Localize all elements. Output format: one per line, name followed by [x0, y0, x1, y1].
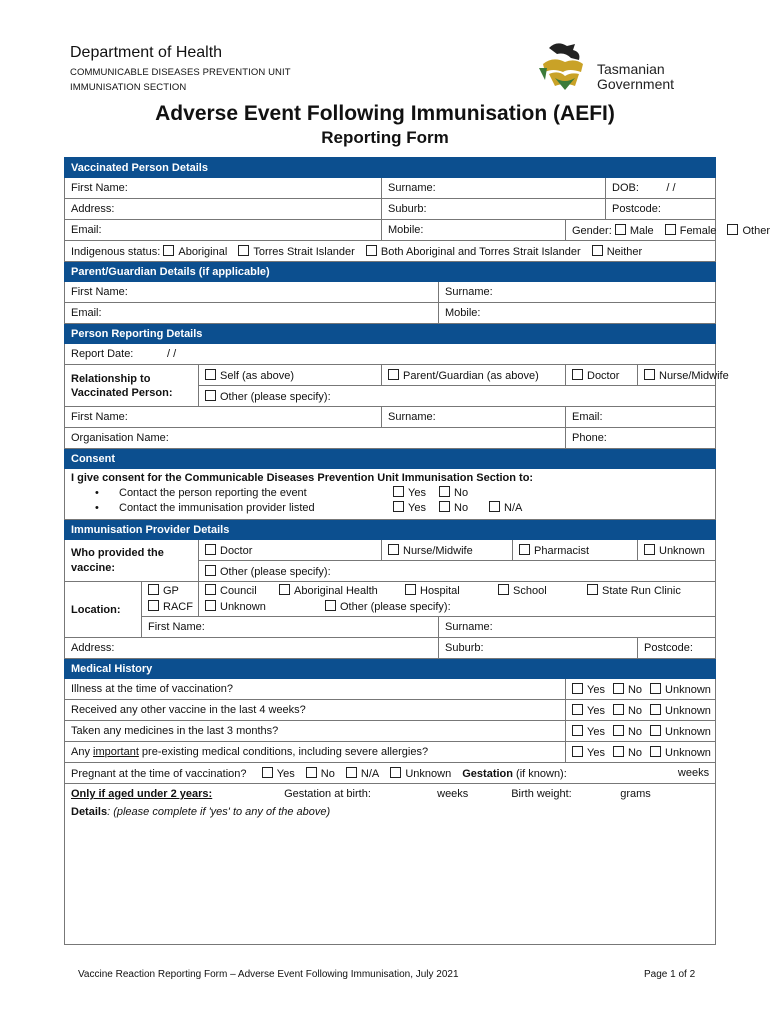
who-unknown-checkbox[interactable]	[644, 544, 655, 555]
who-unknown-option[interactable]: Unknown	[638, 540, 716, 561]
consent1-no-checkbox[interactable]	[439, 486, 450, 497]
consent-statement: I give consent for the Communicable Diseases Prevention Unit Immunisation Section to:	[71, 472, 534, 484]
loc-aboriginal-health-checkbox[interactable]	[279, 584, 290, 595]
pregnant-no-checkbox[interactable]	[306, 767, 317, 778]
q2-yes-checkbox[interactable]	[572, 704, 583, 715]
pg-mobile-field[interactable]: Mobile:	[439, 303, 716, 324]
vp-first-name-field[interactable]: First Name:	[65, 178, 382, 199]
loc-unknown-checkbox[interactable]	[205, 600, 216, 611]
q2-no-checkbox[interactable]	[613, 704, 624, 715]
consent2-na-checkbox[interactable]	[489, 501, 500, 512]
mh-pregnant-row: Pregnant at the time of vaccination? Yes No N/A Unknown Gestation (if known): weeks	[65, 763, 716, 784]
indigenous-both-checkbox[interactable]	[366, 245, 377, 256]
location-label: Location:	[65, 582, 142, 638]
vp-address-field[interactable]: Address:	[65, 199, 382, 220]
aefi-form	[64, 157, 770, 945]
who-pharmacist-checkbox[interactable]	[519, 544, 530, 555]
q3-yes-checkbox[interactable]	[572, 725, 583, 736]
consent-block	[65, 469, 716, 520]
section-name: IMMUNISATION SECTION	[70, 82, 187, 93]
rel-parent-checkbox[interactable]	[388, 369, 399, 380]
mh-q2-options: Yes No Unknown	[566, 700, 716, 721]
loc-racf-checkbox[interactable]	[148, 600, 159, 611]
ip-postcode-field[interactable]: Postcode:	[638, 638, 716, 659]
rel-parent-option[interactable]: Parent/Guardian (as above)	[382, 365, 566, 386]
q4-yes-checkbox[interactable]	[572, 746, 583, 757]
mh-q3-options: Yes No Unknown	[566, 721, 716, 742]
rel-doctor-checkbox[interactable]	[572, 369, 583, 380]
footer-page-number: Page 1 of 2	[644, 969, 696, 980]
section-medical: Medical History	[65, 659, 716, 679]
rp-first-name-field[interactable]: First Name:	[65, 407, 382, 428]
rel-nurse-option[interactable]: Nurse/Midwife	[638, 365, 716, 386]
pregnant-yes-checkbox[interactable]	[262, 767, 273, 778]
q1-no-checkbox[interactable]	[613, 683, 624, 694]
mh-q1-options: Yes No Unknown	[566, 679, 716, 700]
who-doctor-checkbox[interactable]	[205, 544, 216, 555]
who-nurse-checkbox[interactable]	[388, 544, 399, 555]
vp-gender-group: Gender: Male Female Other	[566, 220, 716, 241]
tasmanian-tiger-icon	[535, 38, 595, 98]
loc-other-checkbox[interactable]	[325, 600, 336, 611]
vp-mobile-field[interactable]: Mobile:	[382, 220, 566, 241]
vp-suburb-field[interactable]: Suburb:	[382, 199, 606, 220]
gender-male-checkbox[interactable]	[615, 224, 626, 235]
mh-under2-row: Only if aged under 2 years: Gestation at birth: weeks Birth weight: grams	[65, 784, 716, 805]
q4-no-checkbox[interactable]	[613, 746, 624, 757]
mh-q1-label: Illness at the time of vaccination?	[65, 679, 566, 700]
gender-female-checkbox[interactable]	[665, 224, 676, 235]
who-nurse-option[interactable]: Nurse/Midwife	[382, 540, 513, 561]
footer-form-name: Vaccine Reaction Reporting Form – Adverse Event Following Immunisation, July 2021	[78, 969, 459, 980]
consent1-yes-checkbox[interactable]	[393, 486, 404, 497]
section-reporter: Person Reporting Details	[65, 324, 716, 344]
ip-surname-field[interactable]: Surname:	[439, 617, 716, 638]
gender-other-checkbox[interactable]	[727, 224, 738, 235]
form-subtitle: Reporting Form	[321, 128, 449, 147]
consent-item-1: • Contact the person reporting the event Yes No	[95, 487, 469, 499]
rel-doctor-option[interactable]: Doctor	[566, 365, 638, 386]
loc-council-checkbox[interactable]	[205, 584, 216, 595]
loc-gp-checkbox[interactable]	[148, 584, 159, 595]
rel-other-checkbox[interactable]	[205, 390, 216, 401]
tasmanian-government-logo	[535, 38, 695, 98]
mh-q4-label: Any important pre-existing medical conditions, including severe allergies?	[65, 742, 566, 763]
consent2-yes-checkbox[interactable]	[393, 501, 404, 512]
rel-nurse-checkbox[interactable]	[644, 369, 655, 380]
details-textarea[interactable]: Details: (please complete if 'yes' to any of the above)	[65, 804, 716, 945]
vp-dob-field[interactable]: DOB: / /	[606, 178, 716, 199]
form-title: Adverse Event Following Immunisation (AEFI)	[155, 102, 615, 125]
q1-unknown-checkbox[interactable]	[650, 683, 661, 694]
loc-gp-racf-group: GP RACF	[142, 582, 199, 617]
vp-email-field[interactable]: Email:	[65, 220, 382, 241]
vp-surname-field[interactable]: Surname:	[382, 178, 606, 199]
who-provided-label: Who provided the vaccine:	[65, 540, 199, 582]
pg-email-field[interactable]: Email:	[65, 303, 439, 324]
vp-postcode-field[interactable]: Postcode:	[606, 199, 716, 220]
rel-self-checkbox[interactable]	[205, 369, 216, 380]
q1-yes-checkbox[interactable]	[572, 683, 583, 694]
q2-unknown-checkbox[interactable]	[650, 704, 661, 715]
section-provider: Immunisation Provider Details	[65, 520, 716, 540]
rel-other-option[interactable]: Other (please specify):	[199, 386, 716, 407]
pg-surname-field[interactable]: Surname:	[439, 282, 716, 303]
rp-surname-field[interactable]: Surname:	[382, 407, 566, 428]
rp-phone-field[interactable]: Phone:	[566, 428, 716, 449]
who-pharmacist-option[interactable]: Pharmacist	[513, 540, 638, 561]
consent2-no-checkbox[interactable]	[439, 501, 450, 512]
ip-first-name-field[interactable]: First Name:	[142, 617, 439, 638]
vp-indigenous-group: Indigenous status: Aboriginal Torres Strait Islander Both Aboriginal and Torres Strait Islander Neither	[65, 241, 716, 262]
department-name: Department of Health	[70, 44, 223, 61]
rp-email-field[interactable]: Email:	[566, 407, 716, 428]
loc-school-checkbox[interactable]	[498, 584, 509, 595]
q4-unknown-checkbox[interactable]	[650, 746, 661, 757]
relationship-label: Relationship to Vaccinated Person:	[65, 365, 199, 407]
pg-first-name-field[interactable]: First Name:	[65, 282, 439, 303]
unit-name: COMMUNICABLE DISEASES PREVENTION UNIT	[70, 67, 291, 78]
loc-options-group: Council Aboriginal Health Hospital School State Run Clinic Unknown Other (please specify):	[199, 582, 716, 617]
indigenous-neither-checkbox[interactable]	[592, 245, 603, 256]
who-other-option[interactable]: Other (please specify):	[199, 561, 716, 582]
pregnant-na-checkbox[interactable]	[346, 767, 357, 778]
who-other-checkbox[interactable]	[205, 565, 216, 576]
loc-hospital-checkbox[interactable]	[405, 584, 416, 595]
logo-line1: Tasmanian	[597, 61, 665, 77]
section-vaccinated: Vaccinated Person Details	[65, 158, 716, 178]
q3-no-checkbox[interactable]	[613, 725, 624, 736]
logo-line2: Government	[597, 76, 675, 92]
mh-q2-label: Received any other vaccine in the last 4 weeks?	[65, 700, 566, 721]
ip-address-field[interactable]: Address:	[65, 638, 439, 659]
mh-q4-options: Yes No Unknown	[566, 742, 716, 763]
rp-org-field[interactable]: Organisation Name:	[65, 428, 566, 449]
pregnant-unknown-checkbox[interactable]	[390, 767, 401, 778]
rel-self-option[interactable]: Self (as above)	[199, 365, 382, 386]
ip-suburb-field[interactable]: Suburb:	[439, 638, 638, 659]
q3-unknown-checkbox[interactable]	[650, 725, 661, 736]
consent-item-2: • Contact the immunisation provider listed Yes No N/A	[95, 502, 523, 514]
loc-state-clinic-checkbox[interactable]	[587, 584, 598, 595]
mh-q3-label: Taken any medicines in the last 3 months?	[65, 721, 566, 742]
section-consent: Consent	[65, 449, 716, 469]
indigenous-aboriginal-checkbox[interactable]	[163, 245, 174, 256]
who-doctor-option[interactable]: Doctor	[199, 540, 382, 561]
indigenous-tsi-checkbox[interactable]	[238, 245, 249, 256]
report-date-field[interactable]: Report Date: / /	[65, 344, 716, 365]
section-guardian: Parent/Guardian Details (if applicable)	[65, 262, 716, 282]
